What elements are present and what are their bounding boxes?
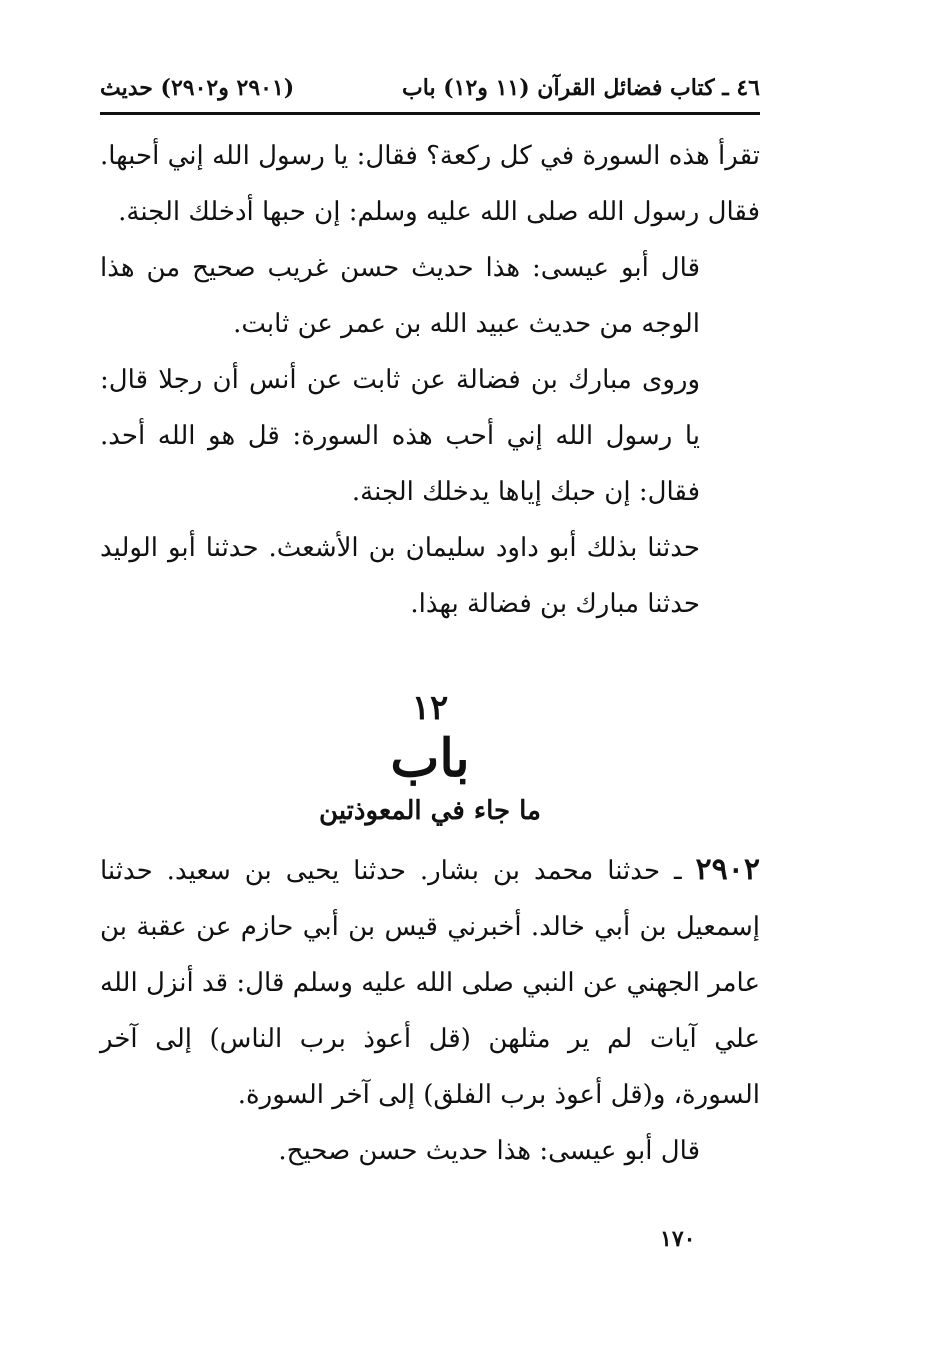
paragraph-4: حدثنا بذلك أبو داود سليمان بن الأشعث. حدثنا أبو الوليد حدثنا مبارك بن فضالة بهذا. (100, 533, 700, 619)
hadith-number: ٢٩٠٢ (695, 852, 760, 887)
paragraph-3: وروى مبارك بن فضالة عن ثابت عن أنس أن رجلا قال: يا رسول الله إني أحب هذه السورة: قل هو الله أحد. فقال: إن حبك إياها يدخلك الجنة. (100, 365, 701, 507)
section-two (100, 842, 760, 1179)
running-header (100, 68, 760, 108)
paragraph-2: قال أبو عيسى: هذا حديث حسن غريب صحيح من هذا الوجه من حديث عبيد الله بن عمر عن ثابت. (100, 253, 700, 339)
paragraph-1: تقرأ هذه السورة في كل ركعة؟ فقال: يا رسول الله إني أحبها. فقال رسول الله صلى الله عليه وسلم: إن حبها أدخلك الجنة. (100, 141, 760, 227)
page-number: ١٧٠ (660, 1226, 696, 1252)
header-divider (100, 112, 760, 115)
section-one (100, 128, 760, 632)
hadith-paragraph (100, 842, 760, 1123)
header-hadith-range: (٢٩٠١ و٢٩٠٢) حديث (100, 75, 295, 101)
chapter-title: باب (390, 728, 470, 789)
header-chapter-title: ٤٦ ـ كتاب فضائل القرآن (١١ و١٢) باب (402, 75, 760, 101)
hadith-text: ـ حدثنا محمد بن بشار. حدثنا يحيى بن سعيد. حدثنا إسمعيل بن أبي خالد. أخبرني قيس بن أبي حازم عن عقبة بن عامر الجهني عن النبي صلى الله عليه وسلم قال: قد أنزل الله علي آيات لم ير مثلهن (قل أعوذ برب الناس) إلى آخر السورة، و(قل أعوذ برب الفلق) إلى آخر السورة. (100, 856, 760, 1110)
chapter-subtitle: ما جاء في المعوذتين (319, 796, 541, 826)
chapter-number: ١٢ (411, 688, 449, 728)
grading-paragraph: قال أبو عيسى: هذا حديث حسن صحيح. (278, 1136, 700, 1166)
